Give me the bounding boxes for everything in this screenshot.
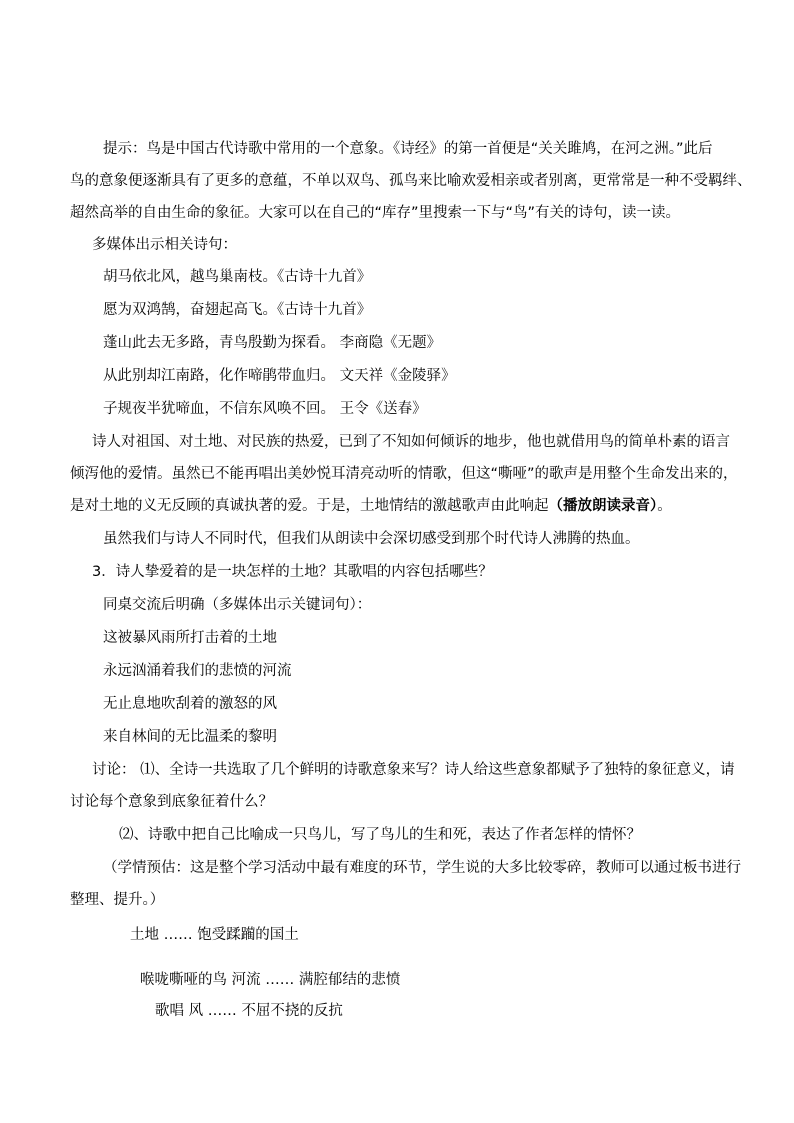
passion-line-3 bbox=[70, 496, 672, 516]
discussion-line-3: ⑵、诗歌中把自己比喻成一只鸟儿，写了鸟儿的生和死，表达了作者怎样的情怀？ bbox=[119, 827, 641, 843]
tip-line-1: 提示：鸟是中国古代诗歌中常用的一个意象。《诗经》的第一首便是“关关雎鸠，在河之洲。”此后 bbox=[103, 141, 713, 157]
tip-line-2: 鸟的意象便逐渐具有了更多的意蕴，不单以双鸟、孤鸟来比喻欢爱相亲或者别离，更常常是一种不受羁绊、 bbox=[70, 173, 752, 189]
board-row-1: 土地 …… 饱受蹂躏的国土 bbox=[130, 927, 299, 943]
discussion-line-2: 讨论每个意象到底象征着什么？ bbox=[70, 794, 273, 810]
keyword-line: 来自林间的无比温柔的黎明 bbox=[103, 729, 277, 745]
passion-line-3-end: 。 bbox=[657, 498, 672, 514]
poem-line: 从此别却江南路，化作啼鹃带血归。 文天祥《金陵驿》 bbox=[103, 368, 456, 384]
passion-line-1: 诗人对祖国、对土地、对民族的热爱，已到了不知如何倾诉的地步，他也就借用鸟的简单朴素的语言 bbox=[92, 434, 730, 450]
tip-line-3: 超然高举的自由生命的象征。大家可以在自己的“库存”里搜索一下与“鸟”有关的诗句，读一读。 bbox=[70, 205, 681, 221]
poem-line: 胡马依北风，越鸟巢南枝。《古诗十九首》 bbox=[103, 269, 372, 285]
estimate-line-1: （学情预估：这是整个学习活动中最有难度的环节，学生说的大多比较零碎，教师可以通过板书进行 bbox=[103, 860, 741, 876]
question-3: 3．诗人挚爱着的是一块怎样的土地？其歌唱的内容包括哪些？ bbox=[92, 564, 493, 580]
estimate-line-2: 整理、提升。） bbox=[70, 892, 165, 908]
poem-line: 愿为双鸿鹄，奋翅起高飞。《古诗十九首》 bbox=[103, 302, 372, 318]
keyword-line: 无止息地吹刮着的激怒的风 bbox=[103, 696, 277, 712]
play-recording-note: （播放朗读录音） bbox=[548, 498, 658, 514]
poem-line: 子规夜半犹啼血，不信东风唤不回。 王令《送春》 bbox=[103, 401, 427, 417]
passion-line-2: 倾泻他的爱情。虽然已不能再唱出美妙悦耳清亮动听的情歌，但这“嘶哑”的歌声是用整个生命发出来的， bbox=[70, 466, 738, 482]
board-row-3: 歌唱 风 …… 不屈不挠的反抗 bbox=[155, 1003, 343, 1019]
exchange-line: 同桌交流后明确（多媒体出示关键词句）： bbox=[103, 597, 372, 613]
media-intro: 多媒体出示相关诗句： bbox=[92, 237, 237, 253]
passion-line-3-main: 是对土地的义无反顾的真诚执著的爱。于是，土地情结的激越歌声由此响起 bbox=[70, 498, 549, 514]
reading-line: 虽然我们与诗人不同时代，但我们从朗读中会深切感受到那个时代诗人沸腾的热血。 bbox=[103, 531, 640, 547]
discussion-line-1: 讨论： ⑴、全诗一共选取了几个鲜明的诗歌意象来写？诗人给这些意象都赋予了独特的象征意义，请 bbox=[92, 762, 735, 778]
board-row-2: 喉咙嘶哑的鸟 河流 …… 满腔郁结的悲愤 bbox=[140, 972, 401, 988]
keyword-line: 这被暴风雨所打击着的土地 bbox=[103, 630, 277, 646]
keyword-line: 永远汹涌着我们的悲愤的河流 bbox=[103, 663, 292, 679]
poem-line: 蓬山此去无多路，青鸟殷勤为探看。 李商隐《无题》 bbox=[103, 335, 442, 351]
